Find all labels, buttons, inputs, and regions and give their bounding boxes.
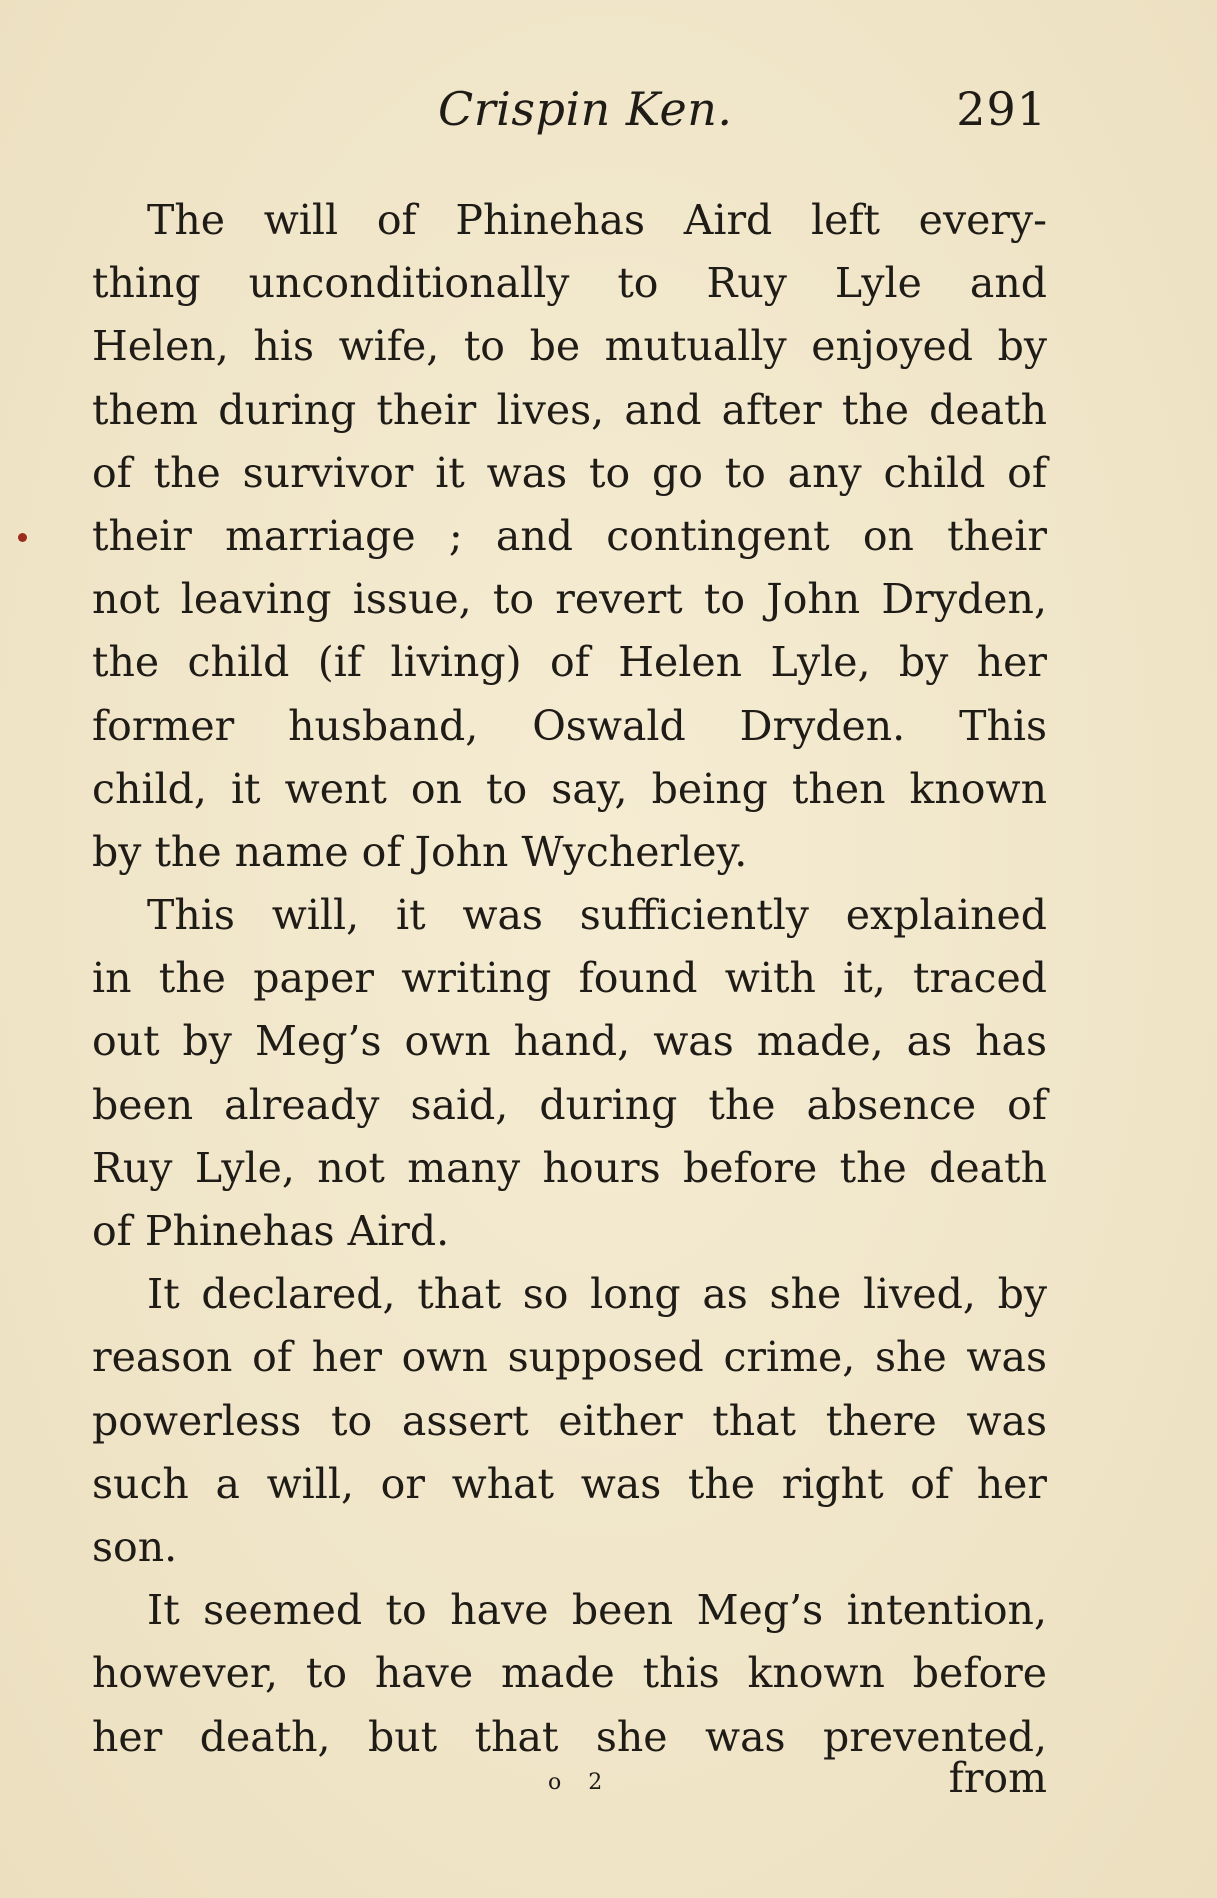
text-line: such a will, or what was the right of her <box>92 1459 1047 1508</box>
text-line: of Phinehas Aird. <box>92 1207 450 1255</box>
text-line: son. <box>92 1522 178 1571</box>
page-number: 291 <box>956 82 1047 136</box>
text-line: Helen, his wife, to be mutually enjoyed by <box>92 322 1047 371</box>
text-line: her death, but that she was prevented, <box>92 1712 1047 1761</box>
signature-mark: o 2 <box>548 1770 613 1795</box>
text-line: thing unconditionally to Ruy Lyle and <box>92 259 1047 308</box>
text-line: child, it went on to say, being then known <box>92 764 1047 813</box>
body-text <box>92 189 1047 1769</box>
text-line: by the name of John Wycherley. <box>92 827 748 876</box>
text-line: however, to have made this known before <box>92 1649 1047 1698</box>
text-line: in the paper writing found with it, traced <box>92 954 1047 1003</box>
text-line: It seemed to have been Meg’s intention, <box>147 1586 1047 1635</box>
text-line: their marriage ; and contingent on their <box>92 511 1047 560</box>
text-line: powerless to assert either that there was <box>92 1396 1047 1445</box>
text-line: reason of her own supposed crime, she was <box>92 1333 1047 1382</box>
text-line: the child (if living) of Helen Lyle, by her <box>92 638 1047 687</box>
text-line: of the survivor it was to go to any child of <box>92 448 1047 497</box>
text-line: It declared, that so long as she lived, by <box>147 1270 1047 1319</box>
text-line: The will of Phinehas Aird left every- <box>147 196 1047 244</box>
margin-mark <box>18 533 27 542</box>
catchword: from <box>948 1754 1047 1802</box>
text-line: Ruy Lyle, not many hours before the death <box>92 1143 1047 1192</box>
running-head <box>92 82 1047 142</box>
running-title: Crispin Ken. <box>438 82 733 136</box>
page-footer <box>92 1754 1047 1814</box>
text-line: former husband, Oswald Dryden. This <box>92 701 1047 750</box>
text-line: This will, it was sufficiently explained <box>147 891 1047 940</box>
text-line: not leaving issue, to revert to John Dryden, <box>92 575 1047 624</box>
text-line: been already said, during the absence of <box>92 1080 1047 1129</box>
text-line: them during their lives, and after the death <box>92 385 1047 434</box>
text-line: out by Meg’s own hand, was made, as has <box>92 1017 1047 1066</box>
